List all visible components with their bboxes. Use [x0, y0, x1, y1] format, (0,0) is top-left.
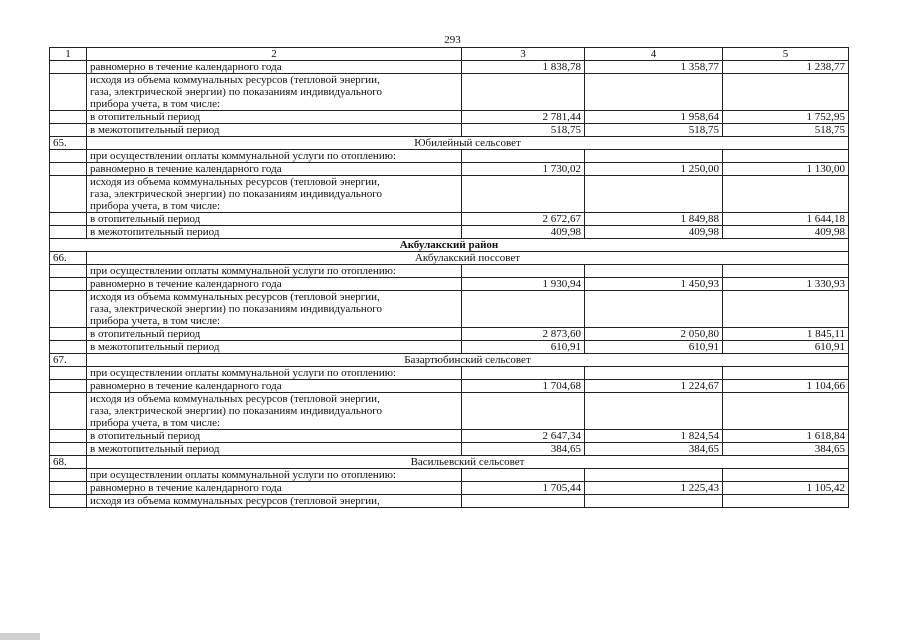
table-row	[50, 111, 849, 124]
row-number-cell	[50, 380, 87, 393]
row-label-multiline	[87, 393, 462, 430]
table-row	[50, 328, 849, 341]
section-row	[50, 456, 849, 469]
scan-artifact	[0, 633, 40, 640]
row-label-line: исходя из объема коммунальных ресурсов (тепловой энергии,	[90, 74, 380, 86]
header-col-1: 1	[50, 48, 87, 61]
row-label-multiline	[87, 176, 462, 213]
header-col-4: 4	[585, 48, 723, 61]
value-col-4	[585, 150, 723, 163]
value-col-3: 1 705,44	[462, 482, 585, 495]
row-label: при осуществлении оплаты коммунальной услуги по отоплению:	[87, 150, 462, 163]
row-label-line: газа, электрической энергии) по показаниям индивидуального	[90, 303, 382, 315]
value-col-3: 2 672,67	[462, 213, 585, 226]
value-col-4: 1 450,93	[585, 278, 723, 291]
row-label: в отопительный период	[87, 111, 462, 124]
table-row-multiline	[50, 74, 849, 111]
value-col-5	[723, 176, 849, 213]
value-col-4	[585, 176, 723, 213]
value-col-3: 409,98	[462, 226, 585, 239]
table-row-note	[50, 265, 849, 278]
table-row-note	[50, 495, 849, 508]
row-label-line: газа, электрической энергии) по показаниям индивидуального	[90, 86, 382, 98]
row-label-multiline	[87, 74, 462, 111]
value-col-3	[462, 291, 585, 328]
row-number-cell	[50, 443, 87, 456]
value-col-5: 1 618,84	[723, 430, 849, 443]
value-col-3: 2 781,44	[462, 111, 585, 124]
row-label: в отопительный период	[87, 328, 462, 341]
row-number-cell	[50, 150, 87, 163]
row-label: в отопительный период	[87, 213, 462, 226]
value-col-4: 1 849,88	[585, 213, 723, 226]
table-row	[50, 443, 849, 456]
value-col-4: 1 250,00	[585, 163, 723, 176]
value-col-3: 1 730,02	[462, 163, 585, 176]
table-row	[50, 278, 849, 291]
row-label: равномерно в течение календарного года	[87, 380, 462, 393]
value-col-4: 518,75	[585, 124, 723, 137]
row-number-cell	[50, 74, 87, 111]
value-col-5: 1 238,77	[723, 61, 849, 74]
row-label-line: газа, электрической энергии) по показаниям индивидуального	[90, 405, 382, 417]
header-row	[50, 48, 849, 61]
row-label-line: исходя из объема коммунальных ресурсов (тепловой энергии,	[90, 291, 380, 303]
row-label-line: газа, электрической энергии) по показаниям индивидуального	[90, 188, 382, 200]
row-label-multiline	[87, 291, 462, 328]
value-col-5	[723, 495, 849, 508]
value-col-4: 610,91	[585, 341, 723, 354]
value-col-5: 1 845,11	[723, 328, 849, 341]
row-label-line: прибора учета, в том числе:	[90, 98, 221, 110]
value-col-3: 2 873,60	[462, 328, 585, 341]
row-number-cell	[50, 278, 87, 291]
page-number: 293	[444, 34, 461, 46]
value-col-3	[462, 150, 585, 163]
value-col-5: 518,75	[723, 124, 849, 137]
value-col-4: 1 224,67	[585, 380, 723, 393]
row-label-line: прибора учета, в том числе:	[90, 200, 221, 212]
section-number: 65.	[50, 137, 87, 150]
table-row	[50, 226, 849, 239]
row-label: равномерно в течение календарного года	[87, 163, 462, 176]
value-col-5	[723, 265, 849, 278]
section-title: Базартюбинский сельсовет	[87, 354, 849, 367]
row-label-line: прибора учета, в том числе:	[90, 417, 221, 429]
value-col-3: 518,75	[462, 124, 585, 137]
table-row	[50, 430, 849, 443]
header-col-3: 3	[462, 48, 585, 61]
row-number-cell	[50, 328, 87, 341]
value-col-3	[462, 393, 585, 430]
value-col-3	[462, 367, 585, 380]
value-col-4	[585, 367, 723, 380]
table-row-multiline	[50, 176, 849, 213]
value-col-4: 1 824,54	[585, 430, 723, 443]
row-label: при осуществлении оплаты коммунальной услуги по отоплению:	[87, 367, 462, 380]
row-label: в межотопительный период	[87, 124, 462, 137]
table-row	[50, 163, 849, 176]
table-row	[50, 213, 849, 226]
section-title: Акбулакский поссовет	[87, 252, 849, 265]
value-col-3	[462, 74, 585, 111]
row-number-cell	[50, 61, 87, 74]
row-label-line: исходя из объема коммунальных ресурсов (тепловой энергии,	[90, 393, 380, 405]
row-label: равномерно в течение календарного года	[87, 61, 462, 74]
row-label: исходя из объема коммунальных ресурсов (тепловой энергии,	[87, 495, 462, 508]
value-col-5: 1 752,95	[723, 111, 849, 124]
value-col-4: 409,98	[585, 226, 723, 239]
value-col-5	[723, 469, 849, 482]
value-col-5: 610,91	[723, 341, 849, 354]
value-col-4	[585, 291, 723, 328]
row-number-cell	[50, 469, 87, 482]
tariff-table	[49, 47, 849, 508]
value-col-4	[585, 74, 723, 111]
row-number-cell	[50, 291, 87, 328]
table-row-note	[50, 367, 849, 380]
row-number-cell	[50, 176, 87, 213]
row-number-cell	[50, 163, 87, 176]
table-row-note	[50, 150, 849, 163]
value-col-4: 1 958,64	[585, 111, 723, 124]
row-number-cell	[50, 495, 87, 508]
row-number-cell	[50, 341, 87, 354]
row-label: равномерно в течение календарного года	[87, 278, 462, 291]
row-label: в межотопительный период	[87, 341, 462, 354]
table-row	[50, 380, 849, 393]
value-col-3	[462, 469, 585, 482]
tariff-table-body	[50, 48, 849, 508]
header-col-2: 2	[87, 48, 462, 61]
row-label: в отопительный период	[87, 430, 462, 443]
value-col-4: 2 050,80	[585, 328, 723, 341]
value-col-3: 2 647,34	[462, 430, 585, 443]
value-col-4	[585, 265, 723, 278]
value-col-3	[462, 265, 585, 278]
value-col-4: 384,65	[585, 443, 723, 456]
table-row	[50, 341, 849, 354]
table-row	[50, 482, 849, 495]
row-label-line: исходя из объема коммунальных ресурсов (тепловой энергии,	[90, 176, 380, 188]
value-col-5: 1 105,42	[723, 482, 849, 495]
row-number-cell	[50, 265, 87, 278]
value-col-5: 384,65	[723, 443, 849, 456]
section-row	[50, 252, 849, 265]
row-number-cell	[50, 367, 87, 380]
row-number-cell	[50, 213, 87, 226]
row-number-cell	[50, 393, 87, 430]
row-number-cell	[50, 226, 87, 239]
section-row	[50, 354, 849, 367]
value-col-4	[585, 495, 723, 508]
row-label: в межотопительный период	[87, 443, 462, 456]
row-label: при осуществлении оплаты коммунальной услуги по отоплению:	[87, 265, 462, 278]
row-label-line: прибора учета, в том числе:	[90, 315, 221, 327]
table-row-note	[50, 469, 849, 482]
value-col-3	[462, 495, 585, 508]
value-col-4: 1 225,43	[585, 482, 723, 495]
table-row	[50, 124, 849, 137]
row-label: в межотопительный период	[87, 226, 462, 239]
value-col-5	[723, 291, 849, 328]
value-col-3: 1 930,94	[462, 278, 585, 291]
district-row	[50, 239, 849, 252]
row-number-cell	[50, 482, 87, 495]
section-number: 68.	[50, 456, 87, 469]
value-col-3: 1 704,68	[462, 380, 585, 393]
row-number-cell	[50, 124, 87, 137]
row-number-cell	[50, 430, 87, 443]
value-col-5	[723, 74, 849, 111]
header-col-5: 5	[723, 48, 849, 61]
value-col-5: 1 644,18	[723, 213, 849, 226]
value-col-4	[585, 393, 723, 430]
value-col-3: 610,91	[462, 341, 585, 354]
row-number-cell	[50, 111, 87, 124]
section-title: Юбилейный сельсовет	[87, 137, 849, 150]
value-col-3	[462, 176, 585, 213]
value-col-3: 1 838,78	[462, 61, 585, 74]
table-row	[50, 61, 849, 74]
section-row	[50, 137, 849, 150]
row-label: при осуществлении оплаты коммунальной услуги по отоплению:	[87, 469, 462, 482]
section-title: Васильевский сельсовет	[87, 456, 849, 469]
value-col-5: 1 130,00	[723, 163, 849, 176]
value-col-3: 384,65	[462, 443, 585, 456]
row-label: равномерно в течение календарного года	[87, 482, 462, 495]
section-number: 66.	[50, 252, 87, 265]
table-row-multiline	[50, 291, 849, 328]
value-col-5	[723, 367, 849, 380]
value-col-5	[723, 393, 849, 430]
table-row-multiline	[50, 393, 849, 430]
district-title: Акбулакский район	[50, 239, 849, 252]
value-col-5: 409,98	[723, 226, 849, 239]
value-col-5: 1 104,66	[723, 380, 849, 393]
value-col-5: 1 330,93	[723, 278, 849, 291]
section-number: 67.	[50, 354, 87, 367]
value-col-5	[723, 150, 849, 163]
value-col-4: 1 358,77	[585, 61, 723, 74]
value-col-4	[585, 469, 723, 482]
